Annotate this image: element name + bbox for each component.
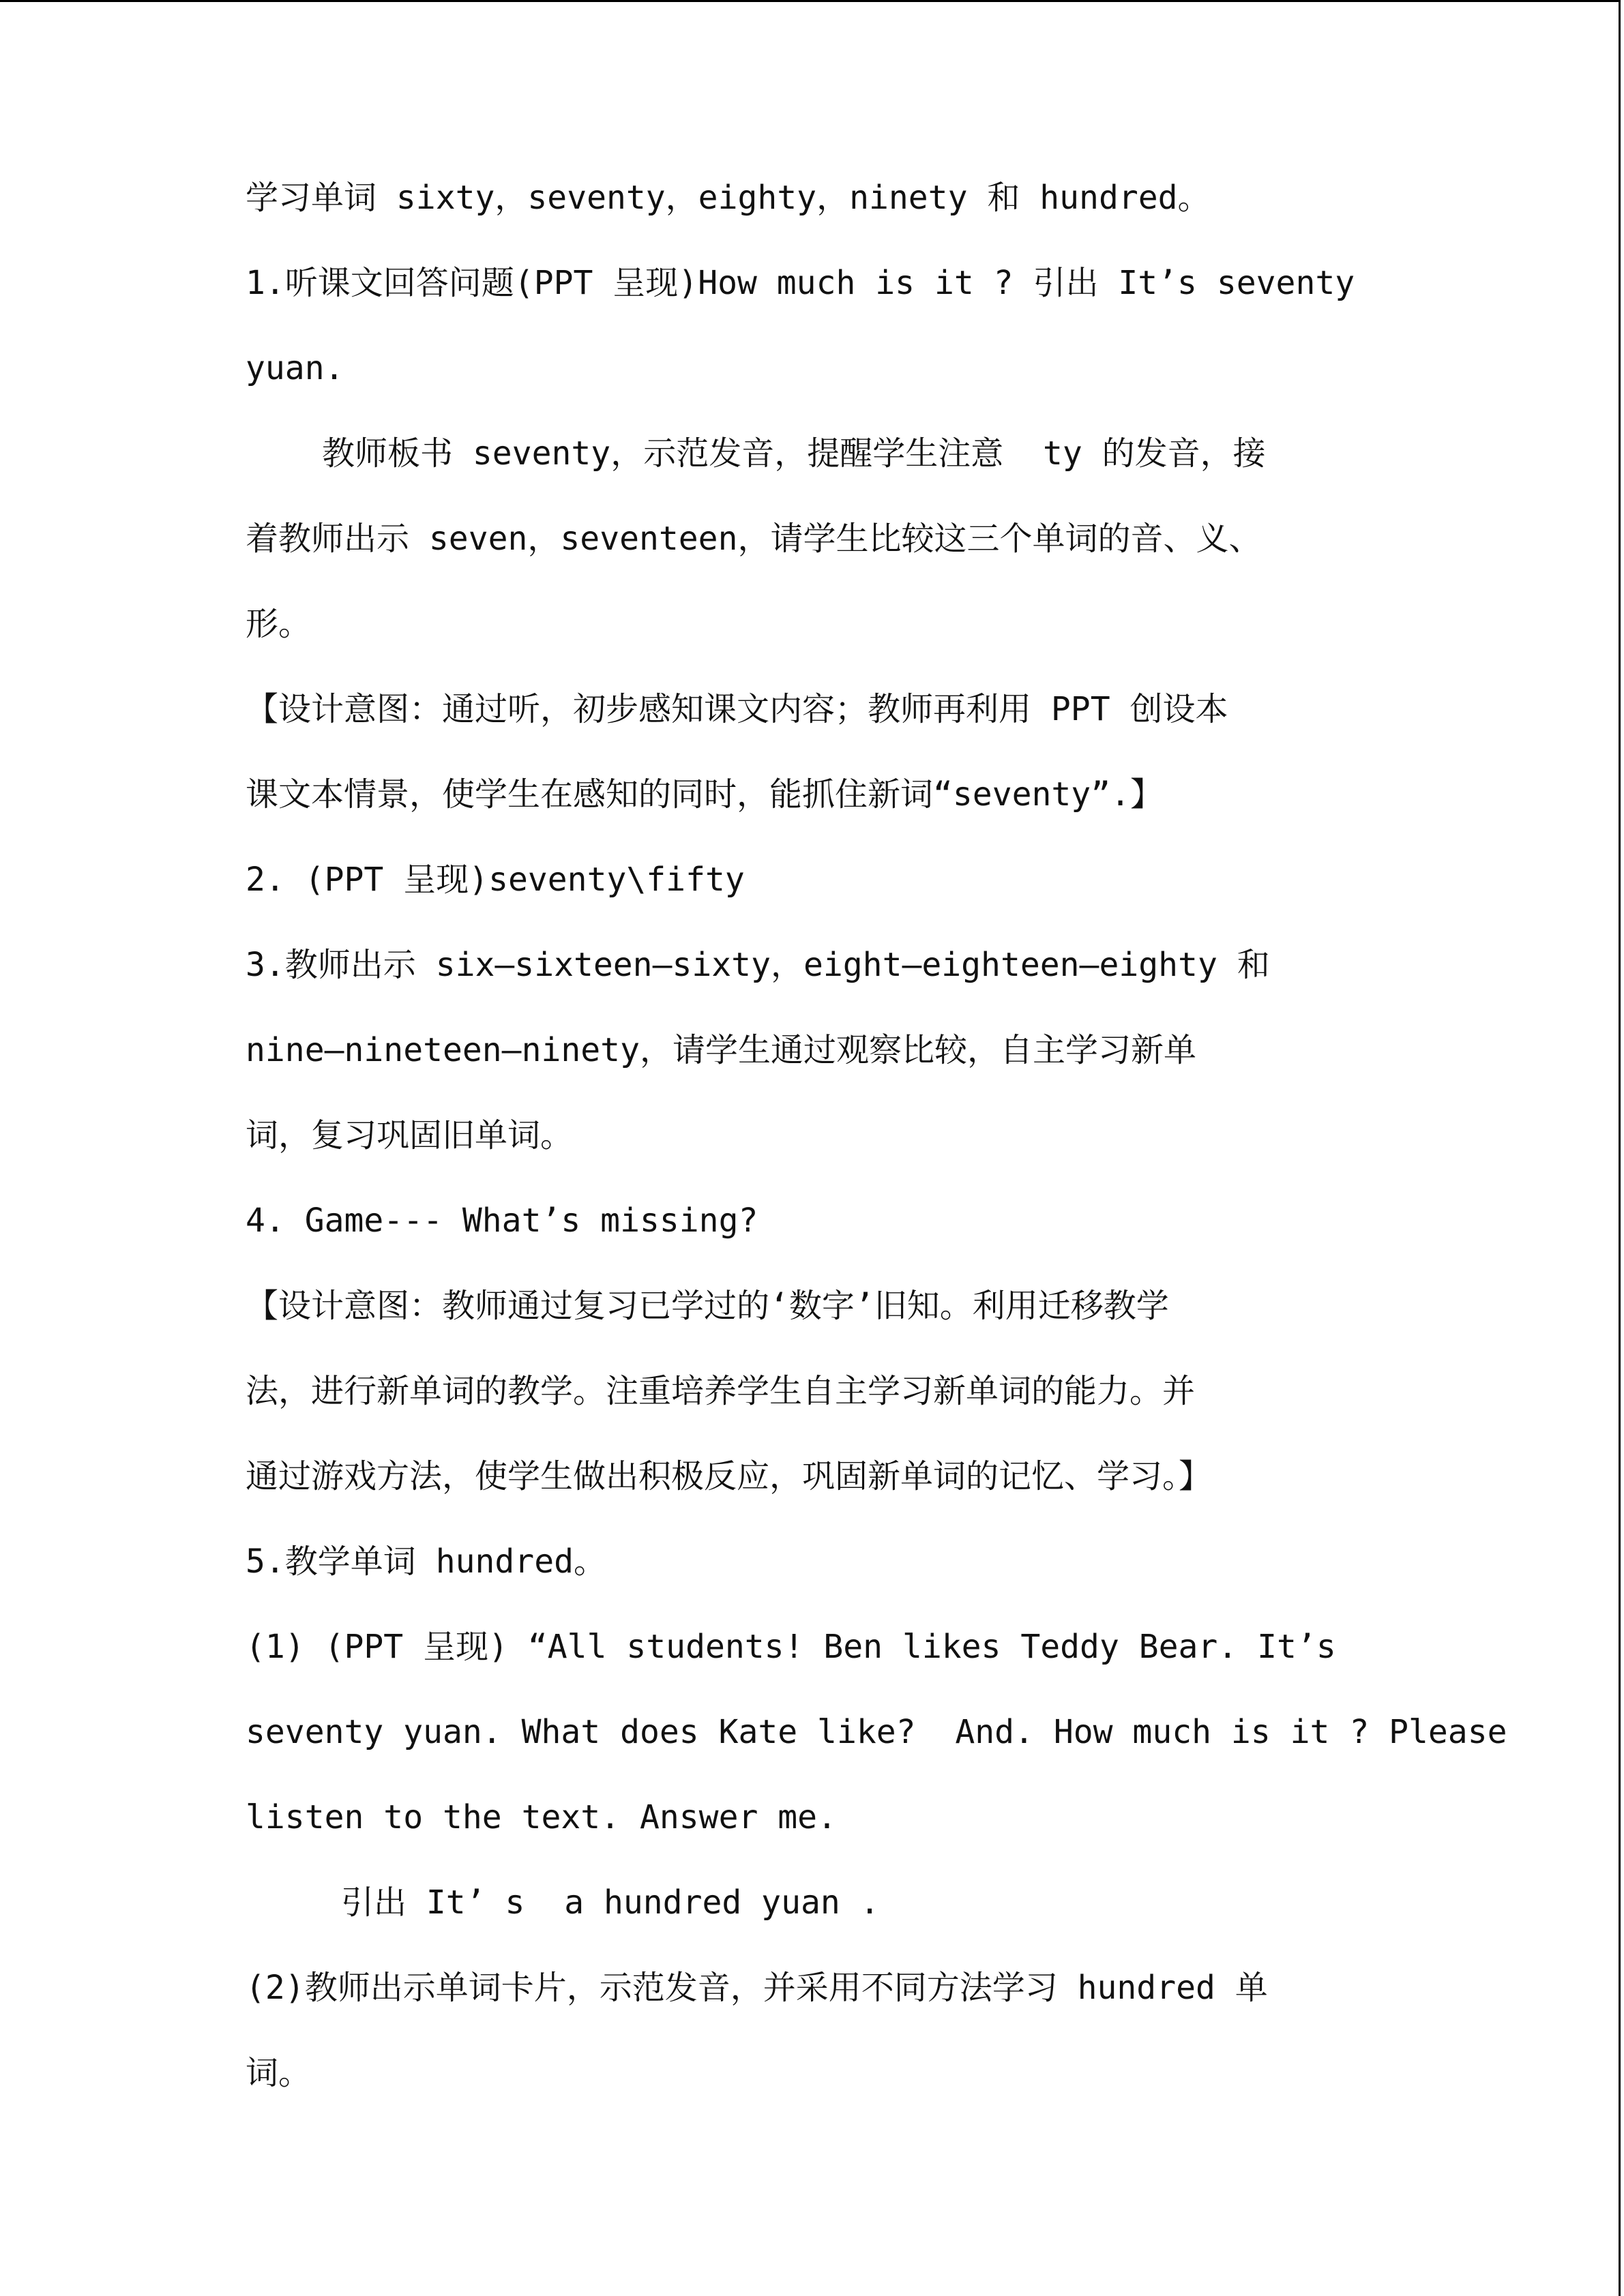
text-line: 4. Game--- What’s missing? (246, 1202, 758, 1240)
text-line: 词。 (246, 2054, 312, 2092)
design-intent-note: 课文本情景，使学生在感知的同时，能抓住新词“seventy”.】 (246, 775, 1163, 814)
document-body (246, 155, 1507, 2116)
text-line: 学习单词 sixty，seventy，eighty，ninety 和 hundred。 (246, 179, 1211, 217)
text-line: 词，复习巩固旧单词。 (246, 1116, 574, 1154)
text-line: yuan. (246, 349, 344, 387)
text-line: 着教师出示 seven，seventeen，请学生比较这三个单词的音、义、 (246, 520, 1262, 558)
text-line: 5.教学单词 hundred。 (246, 1542, 606, 1581)
text-line: 形。 (246, 605, 312, 643)
text-line: (2)教师出示单词卡片，示范发音，并采用不同方法学习 hundred 单 (246, 1969, 1268, 2007)
design-intent-note: 法，进行新单词的教学。注重培养学生自主学习新单词的能力。并 (246, 1372, 1196, 1410)
design-intent-note: 通过游戏方法，使学生做出积极反应，巩固新单词的记忆、学习。】 (246, 1457, 1212, 1495)
text-line: 2. (PPT 呈现)seventy\fifty (246, 861, 745, 899)
text-line: listen to the text. Answer me. (246, 1798, 837, 1836)
text-line: seventy yuan. What does Kate like? And. How much is it ? Please (246, 1713, 1507, 1751)
text-line: nine—nineteen—ninety，请学生通过观察比较，自主学习新单 (246, 1031, 1196, 1069)
text-line: 3.教师出示 six—sixteen—sixty，eight—eighteen—eighty 和 (246, 946, 1270, 984)
text-line: 1.听课文回答问题(PPT 呈现)How much is it ? 引出 It’s seventy (246, 264, 1355, 302)
design-intent-note: 【设计意图：通过听，初步感知课文内容；教师再利用 PPT 创设本 (246, 690, 1228, 728)
text-line: 教师板书 seventy，示范发音，提醒学生注意 ty 的发音，接 (322, 434, 1266, 473)
text-line: 引出 It’ s a hundred yuan . (341, 1883, 880, 1922)
design-intent-note: 【设计意图：教师通过复习已学过的‘数字’旧知。利用迁移教学 (246, 1287, 1169, 1325)
text-line: (1) (PPT 呈现) “All students! Ben likes Teddy Bear. It’s (246, 1628, 1336, 1666)
